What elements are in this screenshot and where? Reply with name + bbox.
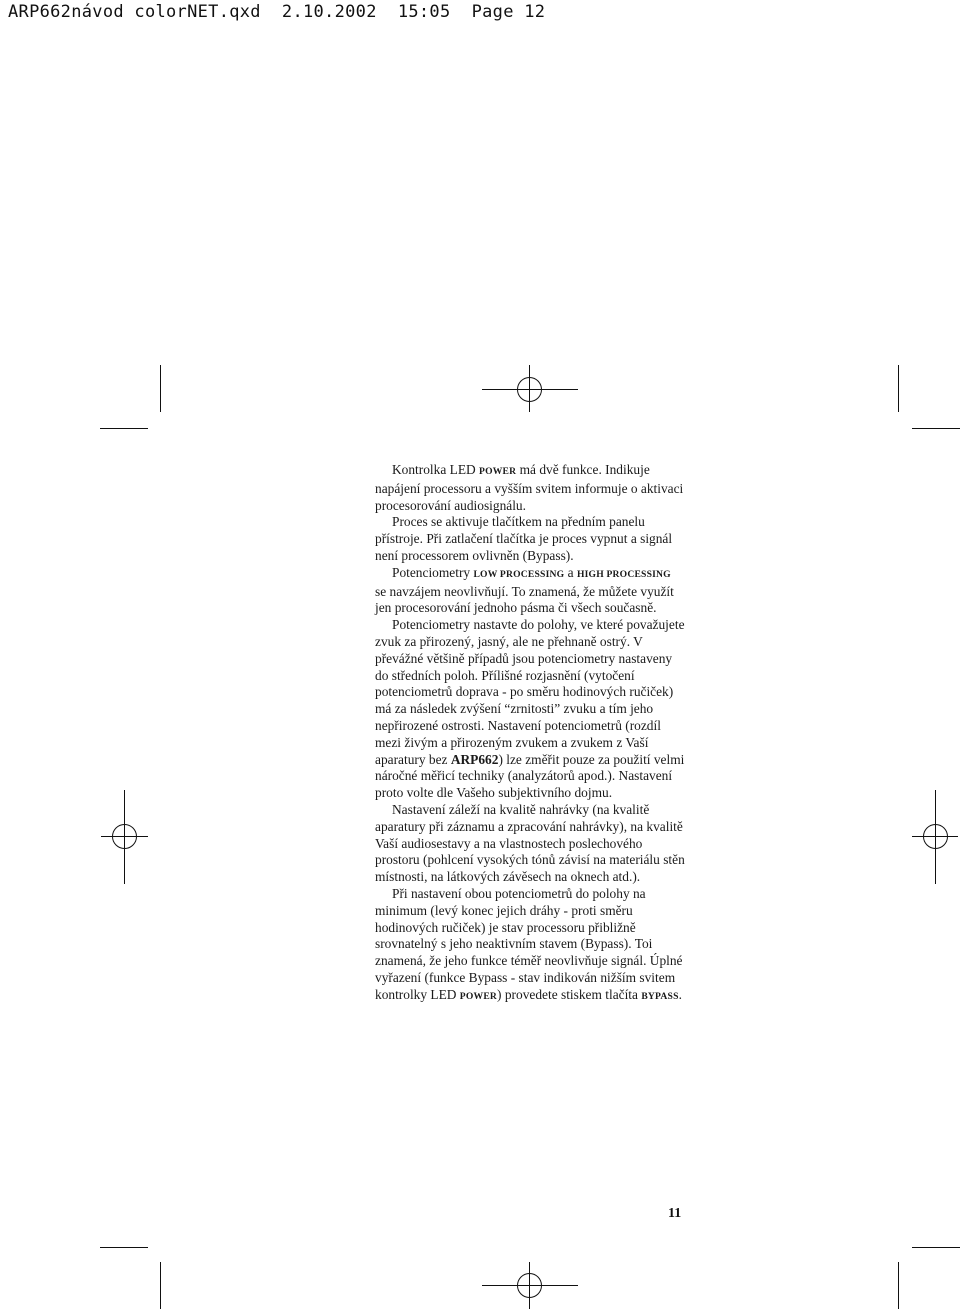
paragraph — [375, 514, 685, 564]
body-text — [375, 462, 685, 1006]
paragraph-text: se navzájem neovlivňují. To znamená, že můžete využít jen procesorování jednoho pásma či všech současně. — [375, 583, 674, 616]
registration-mark-top — [482, 365, 578, 412]
slug-page: Page 12 — [471, 2, 546, 22]
registration-mark-right — [912, 790, 958, 884]
control-name: LOW PROCESSING — [473, 568, 565, 580]
paragraph-text: ) lze změřit pouze za použití velmi náročné měřicí techniky (analyzátorů apod.). Nastavení proto volte dle Vašeho subjektivního dojmu. — [375, 751, 685, 801]
control-name: POWER — [479, 466, 517, 477]
model-name: ARP662 — [450, 751, 499, 767]
paragraph-text: má dvě funkce. Indikuje napájení processoru a vyšším svitem informuje o aktivaci procesorování audiosignálu. — [375, 462, 684, 513]
paragraph-text: Potenciometry nastavte do polohy, ve které považujete zvuk za přirozený, jasný, ale ne přehnaně ostrý. V převážné většině případů jsou potenciometry nastaveny do středních poloh. Přílišné rozjasnění (vytočení potenciometrů doprava - po směru hodinových ručiček) má za následek zvýšení “zrnitosti” zvuku a tím jeho nepřirozené ostrosti. Nastavení potenciometrů (rozdíl mezi živým a přirozeným zvukem a zvukem z Vaší aparatury bez — [375, 617, 685, 767]
paragraph — [375, 462, 685, 514]
page-number: 11 — [668, 1206, 682, 1221]
slug-file: ARP662návod colorNET.qxd — [8, 2, 261, 22]
paragraph-text: Potenciometry — [392, 564, 474, 580]
paragraph — [375, 802, 685, 886]
paragraph-text: ) provedete stiskem tlačíta — [497, 986, 642, 1002]
slug-date: 2.10.2002 — [281, 2, 377, 22]
control-name: POWER — [459, 990, 498, 1002]
registration-mark-bottom — [482, 1262, 578, 1309]
slug-time: 15:05 — [397, 2, 451, 22]
registration-mark-left — [101, 790, 148, 884]
control-name: HIGH PROCESSING — [576, 568, 671, 580]
paragraph-text: . — [678, 986, 682, 1002]
paragraph-text: Kontrolka LED — [392, 462, 480, 477]
paragraph-text: Nastavení záleží na kvalitě nahrávky (na kvalitě aparatury při záznamu a zpracování nahrávky), na kvalitě Vaší audiosestavy a na vlastnostech poslechového prostoru (pohlcení vysokých tónů závisí na materiálu stěn místnosti, na látkových závěsech na oknech atd.). — [375, 801, 685, 885]
paragraph — [375, 886, 685, 1006]
paragraph-text: a — [564, 564, 577, 580]
control-name: BYPASS — [641, 990, 679, 1002]
paragraph — [375, 565, 685, 617]
paragraph-text: Při nastavení obou potenciometrů do polohy na minimum (levý konec jejich dráhy - proti směru hodinových ručiček) je stav processoru přibližně srovnatelný s jeho neaktivním stavem (Bypass). Toi znamená, že jeho funkce téměř neovlivňuje signál. Úplné vyřazení (funkce Bypass - stav indikován nižším svitem kontrolky LED — [375, 885, 683, 1002]
paragraph — [375, 617, 685, 802]
paragraph-text: Proces se aktivuje tlačítkem na předním panelu přístroje. Při zatlačení tlačítka je proces vypnut a signál není processorem ovlivněn (Bypass). — [375, 514, 673, 563]
